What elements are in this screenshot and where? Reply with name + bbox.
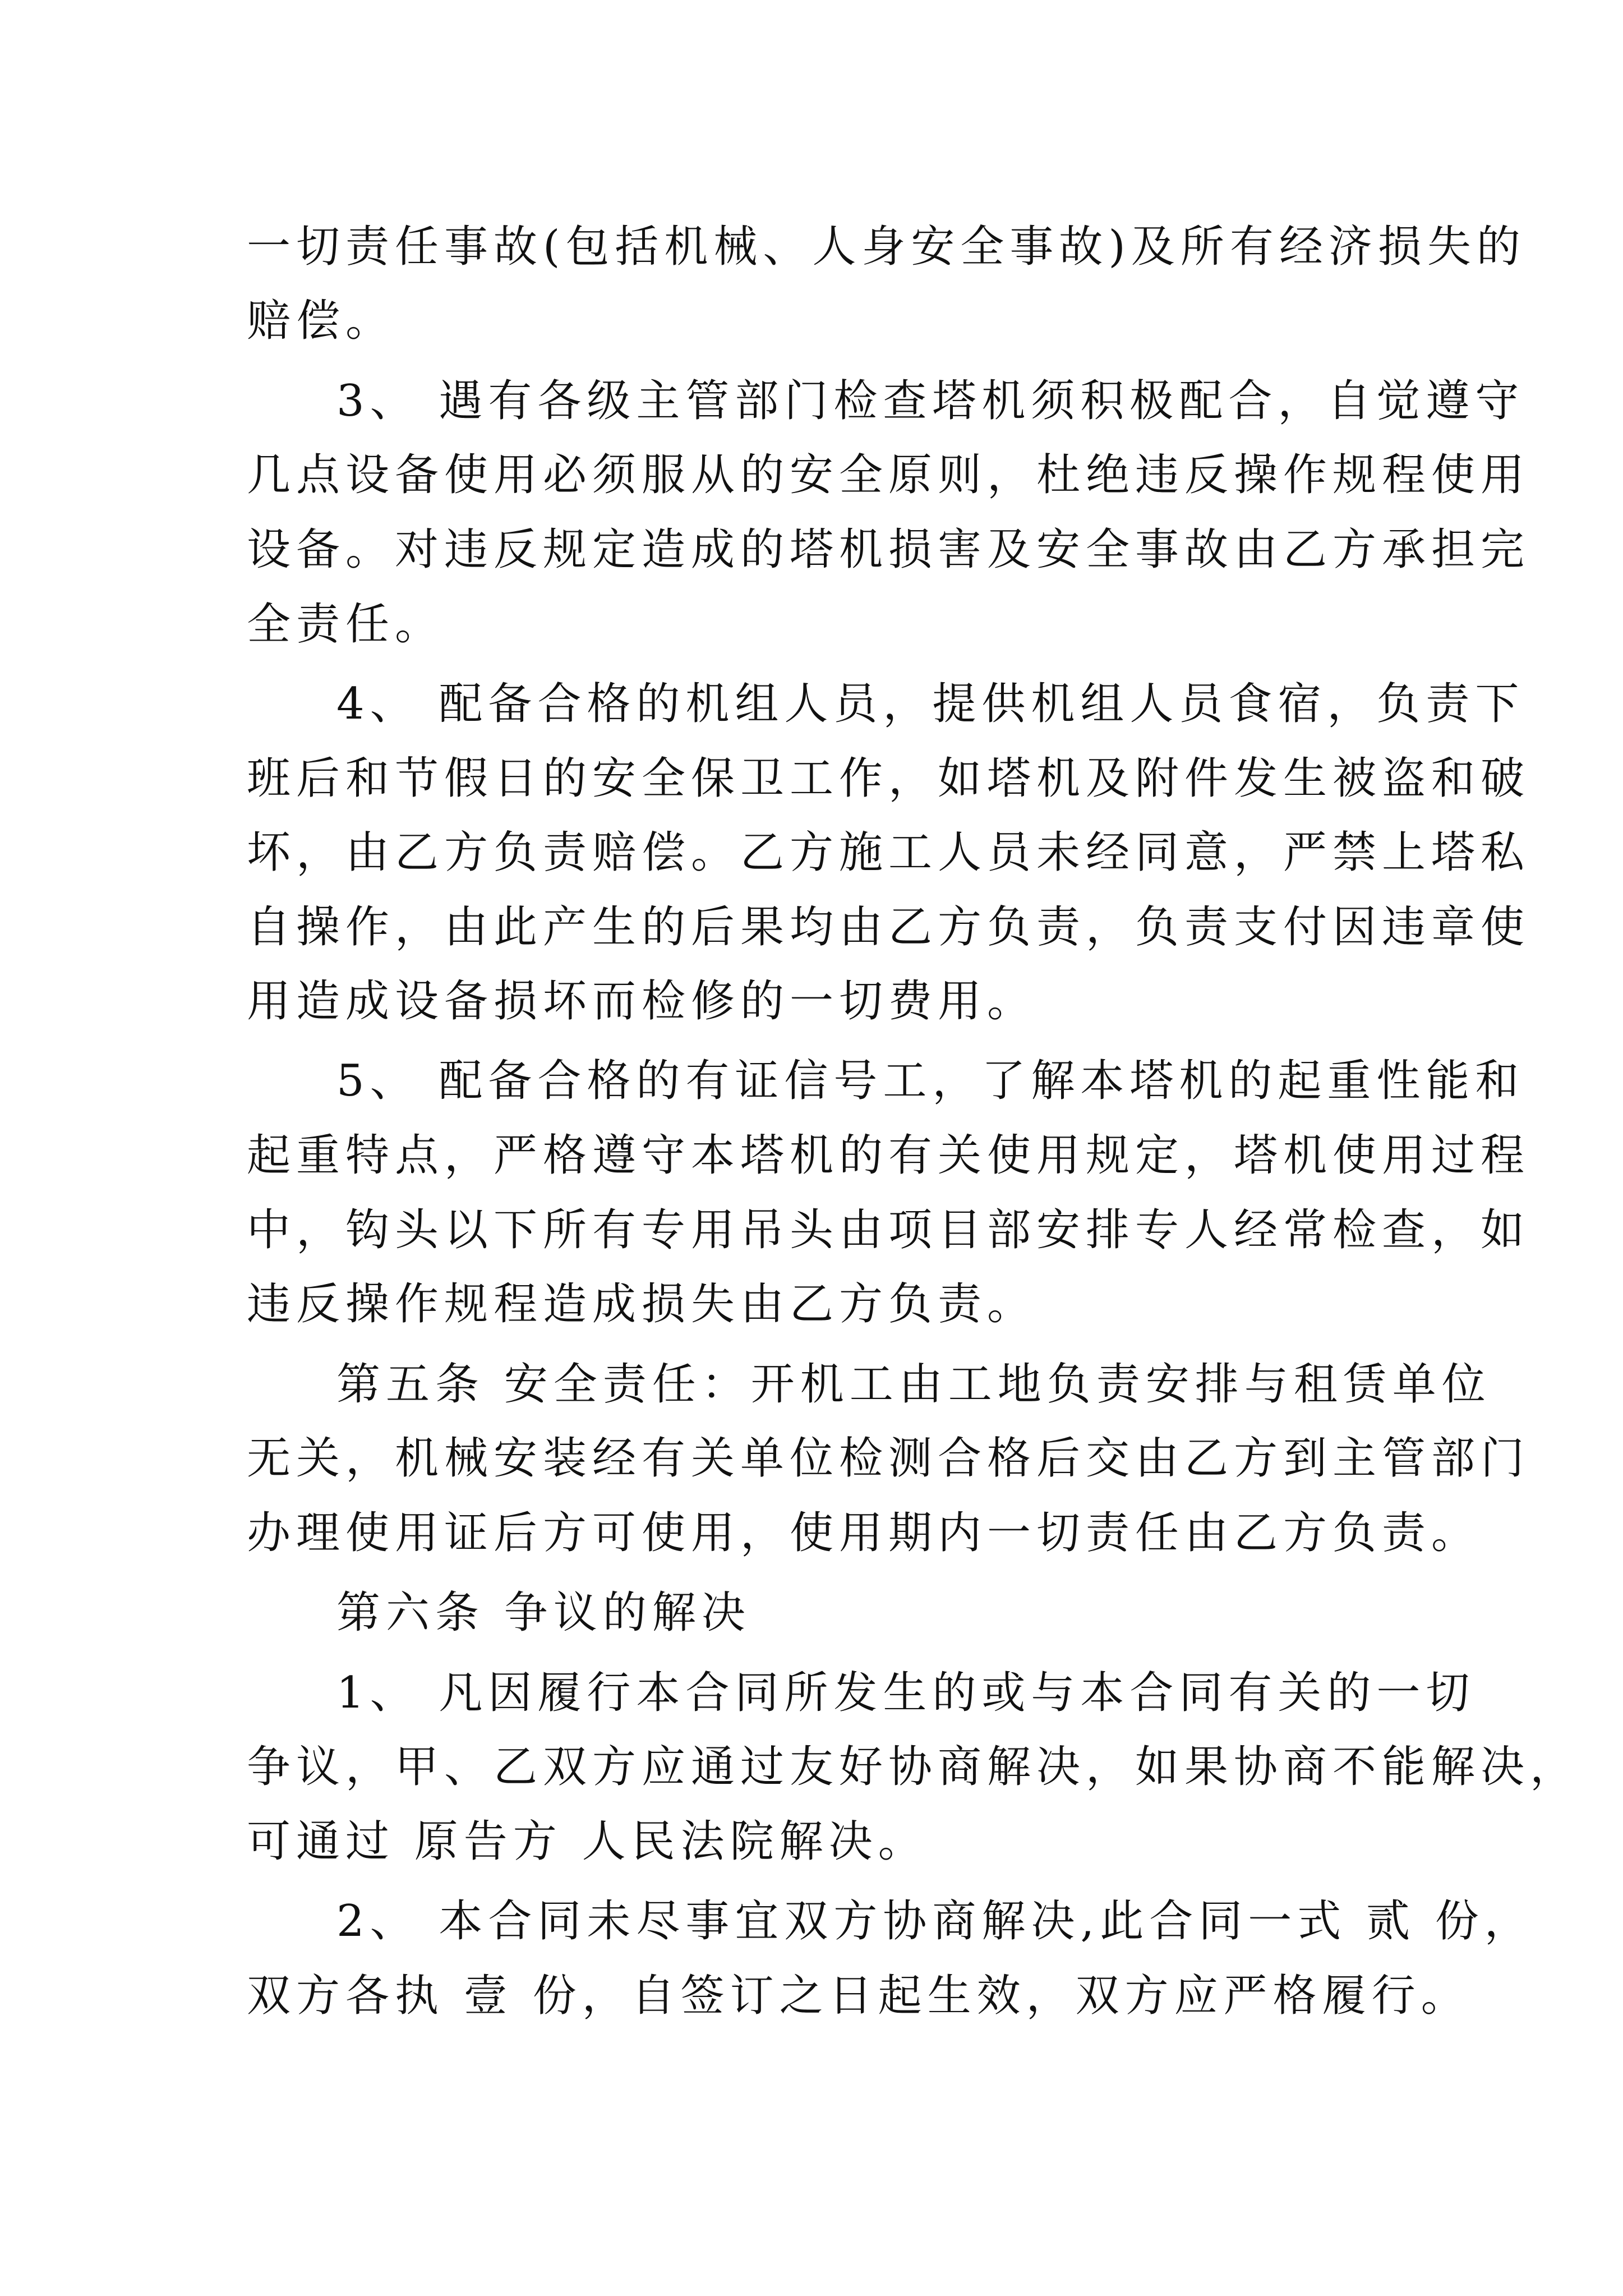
text-line: 设备。对违反规定造成的塔机损害及安全事故由乙方承担完 [247, 524, 1530, 575]
text-line: 几点设备使用必须服从的安全原则，杜绝违反操作规程使用 [247, 450, 1530, 500]
text-line: 争议，甲、乙双方应通过友好协商解决，如果协商不能解决， [247, 1742, 1580, 1792]
text-line: 自操作，由此产生的后果均由乙方负责，负责支付因违章使 [247, 902, 1530, 953]
list-item-4-line: 4、 配备合格的机组人员，提供机组人员食宿，负责下 [336, 679, 1525, 729]
article-6-heading: 第六条 争议的解决 [336, 1588, 751, 1638]
text-line: 用造成设备损坏而检修的一切费用。 [247, 976, 1037, 1027]
text-line: 办理使用证后方可使用，使用期内一切责任由乙方负责。 [247, 1508, 1481, 1558]
list-item-3-line: 3、 遇有各级主管部门检查塔机须积极配合，自觉遵守 [336, 376, 1525, 426]
text-line: 全责任。 [247, 599, 445, 650]
text-line: 坏，由乙方负责赔偿。乙方施工人员未经同意，严禁上塔私 [247, 827, 1530, 878]
text-line: 中，钩头以下所有专用吊头由项目部安排专人经常检查，如 [247, 1205, 1530, 1255]
text-line: 可通过 原告方 人民法院解决。 [247, 1816, 928, 1867]
article-5-heading-line: 第五条 安全责任：开机工由工地负责安排与租赁单位 [336, 1359, 1491, 1410]
text-line: 无关，机械安装经有关单位检测合格后交由乙方到主管部门 [247, 1433, 1530, 1484]
text-line: 赔偿。 [247, 296, 395, 346]
text-line: 班后和节假日的安全保卫工作，如塔机及附件发生被盗和破 [247, 753, 1530, 804]
text-line: 一切责任事故(包括机械、人身安全事故)及所有经济损失的 [247, 222, 1526, 272]
text-line: 双方各执 壹 份，自签订之日起生效，双方应严格履行。 [247, 1971, 1470, 2021]
article-6-item-2-line: 2、 本合同未尽事宜双方协商解决,此合同一式 贰 份， [336, 1896, 1534, 1947]
article-6-item-1-line: 1、 凡因履行本合同所发生的或与本合同有关的一切 [336, 1668, 1476, 1718]
list-item-5-line: 5、 配备合格的有证信号工，了解本塔机的起重性能和 [336, 1056, 1525, 1106]
text-line: 违反操作规程造成损失由乙方负责。 [247, 1279, 1037, 1329]
text-line: 起重特点，严格遵守本塔机的有关使用规定，塔机使用过程 [247, 1130, 1530, 1181]
